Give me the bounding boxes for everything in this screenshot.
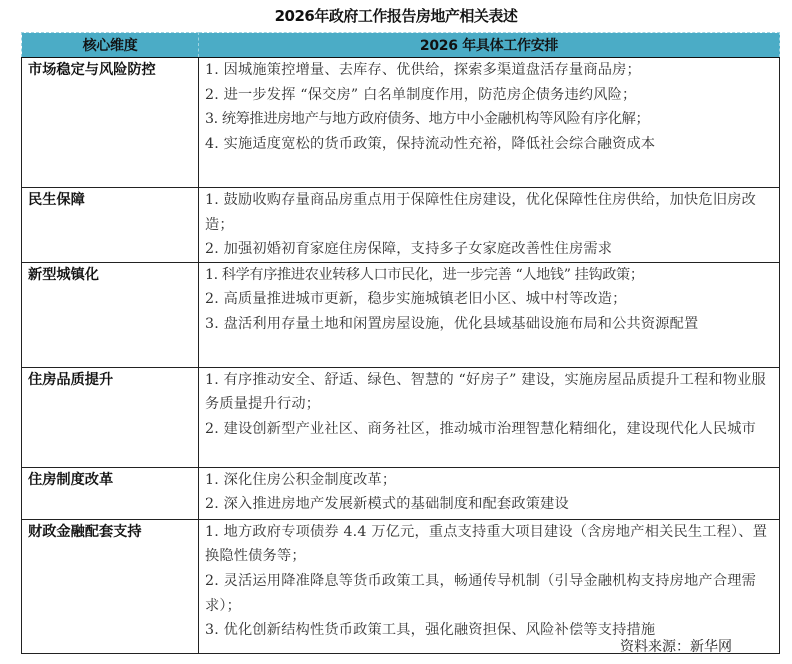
dimension-cell: 新型城镇化 — [22, 262, 199, 367]
header-dimension: 核心维度 — [22, 33, 199, 58]
dimension-cell: 住房品质提升 — [22, 367, 199, 467]
list-item: 1. 深化住房公积金制度改革； — [205, 471, 397, 488]
arrangement-cell — [199, 58, 780, 188]
header-arrangement: 2026 年具体工作安排 — [199, 33, 780, 58]
list-item: 1. 鼓励收购存量商品房重点用于保障性住房建设，优化保障性住房供给，加快危旧房改造； — [205, 192, 756, 233]
list-item: 3. 盘活利用存量土地和闲置房屋设施，优化县域基础设施布局和公共资源配置 — [205, 315, 699, 332]
dimension-cell: 住房制度改革 — [22, 467, 199, 519]
table-header-row — [22, 33, 780, 58]
list-item: 2. 高质量推进城市更新，稳步实施城镇老旧小区、城中村等改造； — [205, 291, 627, 308]
list-item: 3. 优化创新结构性货币政策工具，强化融资担保、风险补偿等支持措施 — [205, 622, 656, 639]
list-item: 2. 进一步发挥 “保交房” 白名单制度作用，防范房企债务违约风险； — [205, 86, 637, 103]
list-item: 3. 统筹推进房地产与地方政府债务、地方中小金融机构等风险有序化解； — [205, 111, 650, 128]
list-item: 1. 有序推动安全、舒适、绿色、智慧的 “好房子” 建设，实施房屋品质提升工程和物业服务质量提升行动； — [205, 371, 766, 413]
dimension-cell: 财政金融配套支持 — [22, 519, 199, 653]
list-item: 1. 地方政府专项债券 4.4 万亿元，重点支持重大项目建设（含房地产相关民生工程）、置换隐性债务等； — [205, 523, 768, 565]
table-row — [22, 262, 780, 367]
list-item: 2. 灵活运用降准降息等货币政策工具，畅通传导机制（引导金融机构支持房地产合理需求）； — [205, 572, 756, 614]
list-item: 2. 建设创新型产业社区、商务社区，推动城市治理智慧化精细化，建设现代化人民城市 — [205, 420, 756, 437]
table-title: 2026年政府工作报告房地产相关表述 — [274, 7, 518, 25]
arrangement-cell — [199, 188, 780, 263]
dimension-cell: 市场稳定与风险防控 — [22, 58, 199, 188]
arrangement-cell — [199, 262, 780, 367]
table-row — [22, 367, 780, 467]
policy-table — [21, 32, 780, 654]
table-row — [22, 467, 780, 519]
list-item: 2. 深入推进房地产发展新模式的基础制度和配套政策建设 — [205, 496, 569, 513]
table-row — [22, 188, 780, 263]
list-item: 1. 因城施策控增量、去库存、优供给，探索多渠道盘活存量商品房； — [205, 62, 641, 78]
list-item: 2. 加强初婚初育家庭住房保障，支持多子女家庭改善性住房需求 — [205, 241, 613, 258]
source-note: 资料来源：新华网 — [620, 639, 732, 655]
arrangement-cell — [199, 467, 780, 519]
list-item: 4. 实施适度宽松的货币政策，保持流动性充裕，降低社会综合融资成本 — [205, 135, 656, 152]
arrangement-cell — [199, 519, 780, 653]
arrangement-cell — [199, 367, 780, 467]
table-row — [22, 58, 780, 188]
table-row — [22, 519, 780, 653]
list-item: 1. 科学有序推进农业转移人口市民化，进一步完善 “人地钱” 挂钩政策； — [205, 266, 644, 283]
dimension-cell: 民生保障 — [22, 188, 199, 263]
